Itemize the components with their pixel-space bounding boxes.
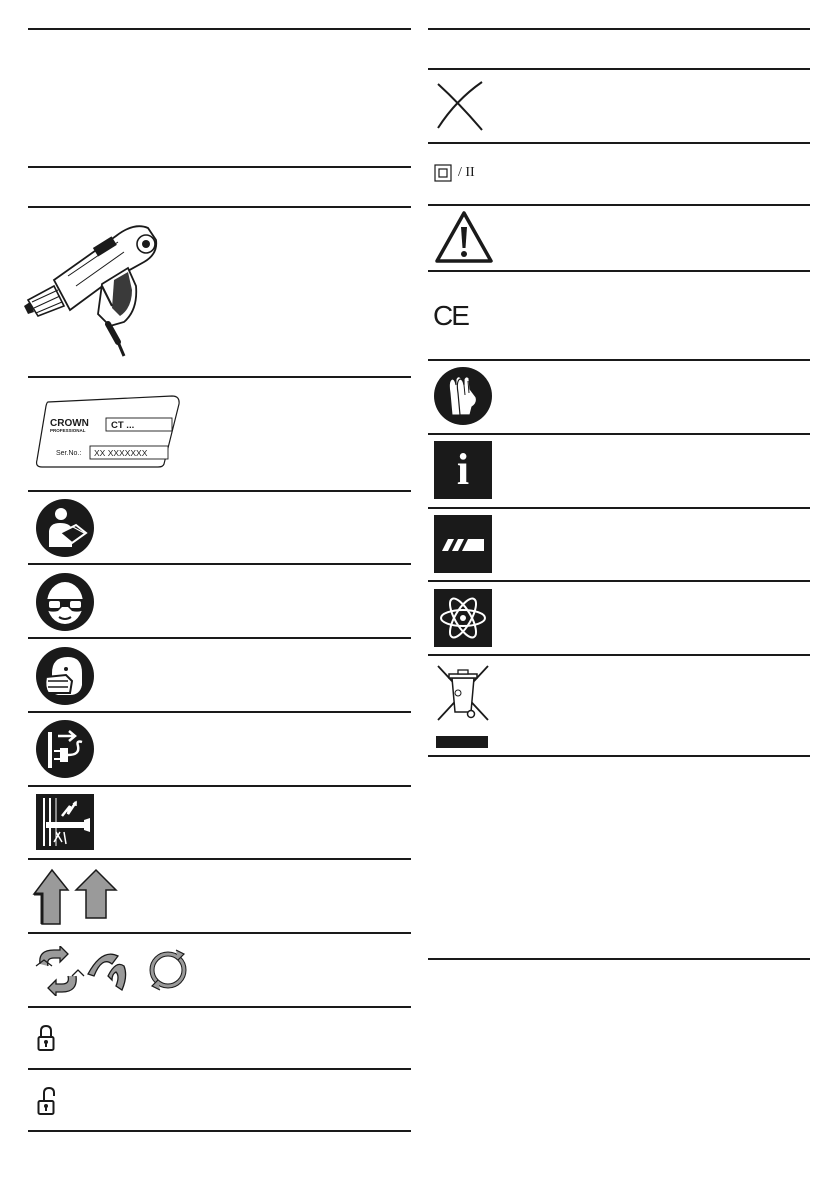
double-square-icon (434, 164, 452, 182)
divider (28, 1006, 411, 1008)
serial-value: XX XXXXXXX (94, 448, 148, 458)
divider (428, 507, 810, 509)
rating-plate (34, 394, 182, 468)
brand-subtitle: PROFESSIONAL (50, 428, 86, 433)
divider (28, 932, 411, 934)
drill-illustration (24, 214, 164, 358)
divider (428, 755, 810, 757)
divider (428, 270, 810, 272)
divider (28, 166, 411, 168)
divider (28, 1130, 411, 1132)
divider (428, 433, 810, 435)
up-arrows-icon (32, 866, 122, 928)
weee-bin-icon (434, 664, 492, 748)
read-manual-icon (36, 499, 94, 557)
divider (28, 563, 411, 565)
dust-mask-icon (36, 647, 94, 705)
divider (28, 206, 411, 208)
rotation-direction-icon (32, 946, 192, 996)
battery-icon (434, 515, 492, 573)
divider (28, 490, 411, 492)
divider (428, 958, 810, 960)
divider (28, 376, 411, 378)
divider (28, 637, 411, 639)
padlock-open-icon (37, 1086, 55, 1116)
class-ii-icon (434, 164, 475, 182)
prohibited-cross-icon (434, 80, 486, 132)
divider (28, 858, 411, 860)
eye-protection-icon (36, 573, 94, 631)
model-number: CT ... (111, 420, 135, 431)
gloves-icon (434, 367, 492, 425)
divider (28, 1068, 411, 1070)
divider (428, 204, 810, 206)
warning-triangle-icon (434, 210, 494, 264)
atom-icon (434, 589, 492, 647)
divider (428, 580, 810, 582)
serial-label: Ser.No.: (56, 450, 82, 457)
class-ii-label: / II (458, 165, 475, 180)
hidden-wiring-warning-icon (36, 794, 94, 850)
divider (428, 654, 810, 656)
divider (28, 28, 411, 30)
divider (28, 785, 411, 787)
divider (428, 142, 810, 144)
divider (428, 68, 810, 70)
divider (28, 711, 411, 713)
padlock-closed-icon (37, 1024, 55, 1052)
divider (428, 28, 810, 30)
ce-mark-icon: CE (433, 300, 468, 331)
brand-logo: CROWN (50, 418, 89, 429)
information-icon: i (434, 441, 492, 499)
unplug-icon (36, 720, 94, 778)
divider (428, 359, 810, 361)
